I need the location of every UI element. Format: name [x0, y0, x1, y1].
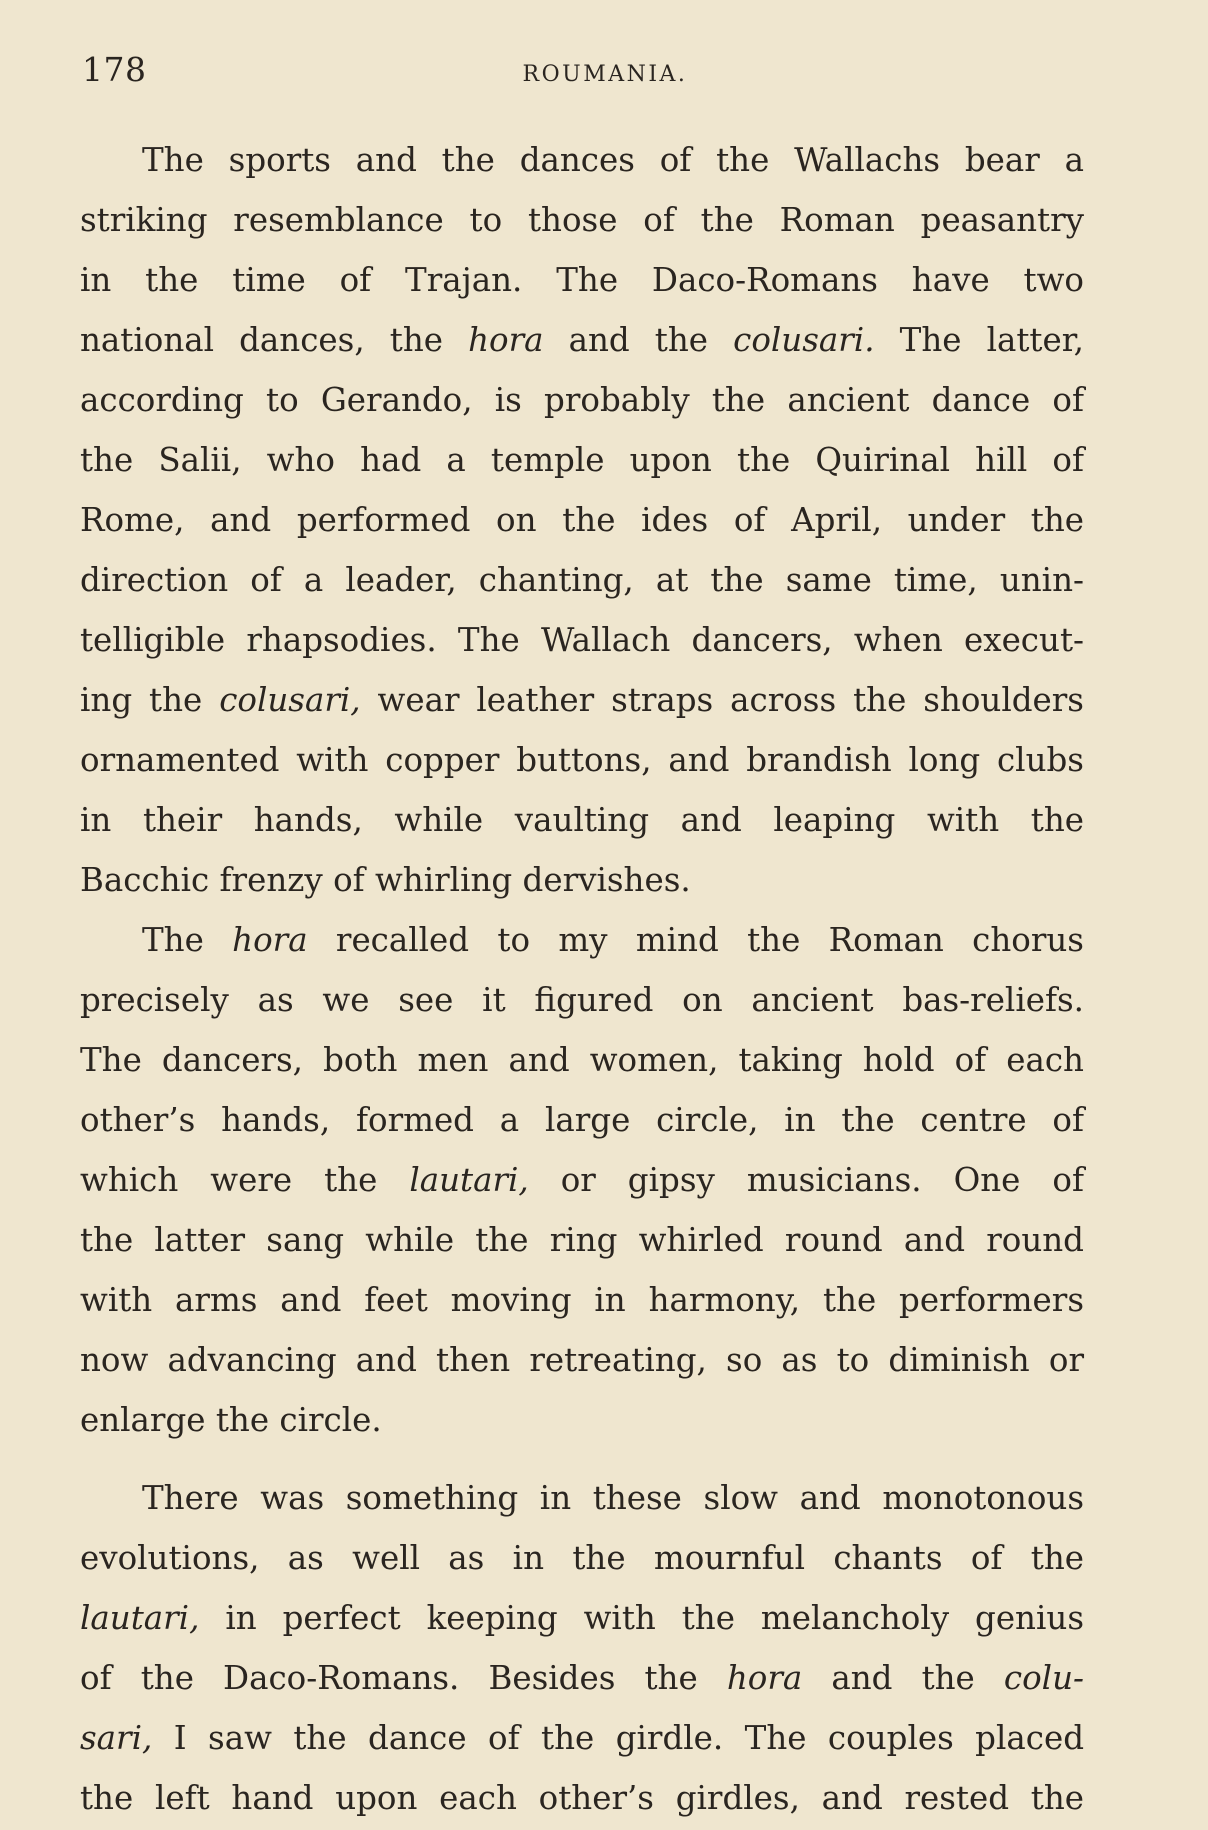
text-line: evolutions, as well as in the mournful chants of the	[80, 1539, 1084, 1577]
text-line: the Salii, who had a temple upon the Quirinal hill of	[80, 441, 1084, 479]
text-line: in the time of Trajan. The Daco-Romans have two	[80, 261, 1084, 299]
text-line: in their hands, while vaulting and leaping with the	[80, 801, 1084, 839]
text-line: with arms and feet moving in harmony, the performers	[80, 1281, 1084, 1319]
italic-term: hora	[468, 321, 544, 359]
italic-term: lautari,	[80, 1599, 200, 1637]
text-line: the left hand upon each other’s girdles, and rested the	[80, 1779, 1084, 1817]
text-line: Rome, and performed on the ides of April, under the	[80, 501, 1084, 539]
text-line: telligible rhapsodies. The Wallach dancers, when execut-	[80, 621, 1084, 659]
italic-term: colusari.	[733, 321, 875, 359]
text-line: ing the colusari, wear leather straps across the shoulders	[80, 681, 1084, 719]
paragraph	[80, 130, 1084, 910]
text-line: lautari, in perfect keeping with the melancholy genius	[80, 1599, 1084, 1637]
italic-term: colu-	[1003, 1659, 1084, 1697]
text-line: according to Gerando, is probably the ancient dance of	[80, 381, 1084, 419]
italic-term: hora	[232, 921, 308, 959]
text-line: enlarge the circle.	[80, 1401, 382, 1439]
paragraph-spacer	[80, 1450, 1084, 1468]
body-text	[80, 130, 1084, 1828]
italic-term: lautari,	[409, 1161, 529, 1199]
text-line: sari, I saw the dance of the girdle. The couples placed	[80, 1719, 1084, 1757]
text-line: Bacchic frenzy of whirling dervishes.	[80, 861, 691, 899]
text-line: other’s hands, formed a large circle, in the centre of	[80, 1101, 1084, 1139]
italic-term: hora	[726, 1659, 803, 1697]
paragraph	[80, 910, 1084, 1450]
page-number: 178	[82, 50, 147, 89]
text-line: There was something in these slow and monotonous	[142, 1479, 1084, 1517]
text-line: The sports and the dances of the Wallachs bear a	[142, 141, 1084, 179]
text-line: which were the lautari, or gipsy musicians. One of	[80, 1161, 1084, 1199]
page-header	[82, 50, 1128, 90]
text-line: The hora recalled to my mind the Roman chorus	[142, 921, 1084, 959]
text-line: of the Daco-Romans. Besides the hora and the colu-	[80, 1659, 1084, 1697]
running-head: ROUMANIA.	[522, 62, 688, 87]
text-line: The dancers, both men and women, taking hold of each	[80, 1041, 1084, 1079]
text-line: the latter sang while the ring whirled round and round	[80, 1221, 1084, 1259]
text-line: precisely as we see it figured on ancient bas-reliefs.	[80, 981, 1084, 1019]
italic-term: sari,	[80, 1719, 153, 1757]
text-line: now advancing and then retreating, so as to diminish or	[80, 1341, 1084, 1379]
paragraph	[80, 1468, 1084, 1828]
text-line: ornamented with copper buttons, and brandish long clubs	[80, 741, 1084, 779]
text-line: direction of a leader, chanting, at the same time, unin-	[80, 561, 1084, 599]
text-line: national dances, the hora and the colusari. The latter,	[80, 321, 1084, 359]
italic-term: colusari,	[219, 681, 361, 719]
text-line: striking resemblance to those of the Roman peasantry	[80, 201, 1084, 239]
